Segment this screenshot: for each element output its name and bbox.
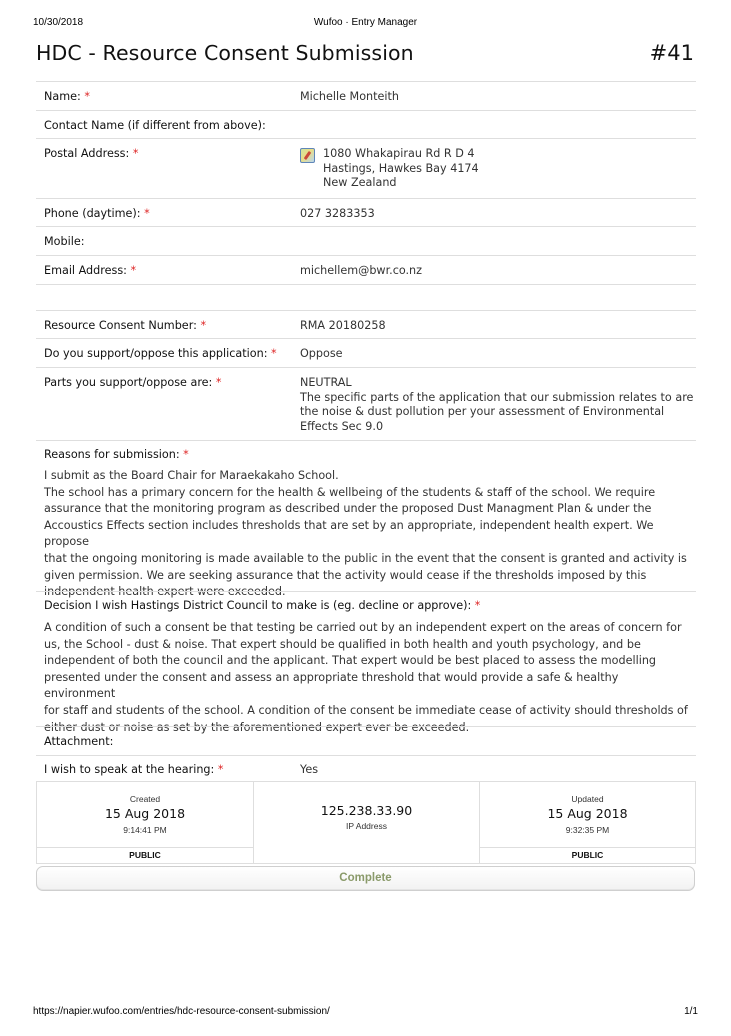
field-label: Reasons for submission: *: [44, 448, 189, 461]
field-phone: [36, 198, 696, 226]
field-parts: [36, 367, 696, 440]
field-value: Oppose: [300, 347, 343, 360]
created-info: [37, 782, 254, 863]
entry-meta: [36, 781, 696, 864]
field-attachment: [36, 726, 696, 755]
print-date: 10/30/2018: [33, 17, 84, 28]
field-label: Mobile:: [44, 235, 85, 248]
address-value: 1080 Whakapirau Rd R D 4 Hastings, Hawkes Bay 4174 New Zealand: [323, 147, 479, 189]
spacer-row: [36, 284, 696, 310]
field-name: [36, 81, 696, 110]
complete-status-button[interactable]: Complete: [36, 866, 695, 891]
field-speak: [36, 755, 696, 783]
page-number: 1/1: [684, 1006, 698, 1017]
entry-number: #41: [649, 41, 694, 65]
field-value: NEUTRAL The specific parts of the application that our submission relates to are the noise & dust pollution per your assessment of Environmental Effects Sec 9.0: [300, 376, 694, 433]
field-label: Decision I wish Hastings District Council to make is (eg. decline or approve): *: [44, 599, 481, 612]
field-label: Parts you support/oppose are: *: [44, 376, 222, 389]
field-contact-name: [36, 110, 696, 138]
updated-visibility: PUBLIC: [480, 847, 695, 863]
field-label: Contact Name (if different from above):: [44, 119, 266, 132]
ip-info: [254, 782, 479, 863]
field-consent-number: [36, 310, 696, 338]
entry-fields: [36, 81, 696, 783]
field-value: Yes: [300, 763, 319, 776]
created-date: 15 Aug 2018: [104, 806, 186, 821]
print-footer: [33, 1006, 698, 1020]
print-url: https://napier.wufoo.com/entries/hdc-resource-consent-submission/: [33, 1006, 330, 1017]
field-reasons: [36, 440, 696, 599]
decision-text: A condition of such a consent be that testing be carried out by an independent expert on the areas of concern for us, the School - dust & noise. That expert should be qualified in both health and youth psychology, and be independent of both the council and the applicant. That expert would be best placed to assess the modelling presented under the consent and assess an appropriate threshold that would provide a safe & healthy environment for staff and students of the school. A condition of the consent be immediate cease of activity should thresholds of either dust or noise as set by the aforementioned expert ever be exceeded.: [44, 621, 688, 734]
updated-time: 9:32:35 PM: [565, 825, 610, 835]
field-label: I wish to speak at the hearing: *: [44, 763, 224, 776]
field-label: Attachment:: [44, 735, 114, 748]
ip-caption: IP Address: [346, 821, 387, 831]
field-mobile: [36, 226, 696, 255]
print-page-title: Wufoo · Entry Manager: [313, 17, 418, 28]
field-label: Name: *: [44, 90, 90, 103]
email-link[interactable]: michellem@bwr.co.nz: [300, 264, 423, 277]
created-visibility: PUBLIC: [37, 847, 253, 863]
field-label: Resource Consent Number: *: [44, 319, 207, 332]
field-value: RMA 20180258: [300, 319, 386, 332]
field-decision: [36, 591, 696, 734]
reasons-text: I submit as the Board Chair for Maraekakaho School. The school has a primary concern for the health & wellbeing of the students & staff of the school. We require assurance that the monitoring program as described under the proposed Dust Managment Plan & under the Accoustics Effects section includes thresholds that are set by an appropriate, independent health expert. We propose that the ongoing monitoring is made available to the public in the event that the consent is granted and activity is given permission. We are seeking assurance that the activity would cease if the thresholds imposed by this independent health expert were exceeded.: [44, 469, 687, 599]
field-postal-address: [36, 138, 696, 198]
entry-title: HDC - Resource Consent Submission: [36, 41, 414, 65]
updated-info: [479, 782, 695, 863]
field-email: [36, 255, 696, 284]
field-label: Do you support/oppose this application: *: [44, 347, 277, 360]
field-value: Michelle Monteith: [300, 90, 399, 103]
updated-caption: Updated: [571, 794, 604, 804]
created-caption: Created: [129, 794, 161, 804]
field-label: Postal Address: *: [44, 147, 139, 160]
created-time: 9:14:41 PM: [123, 825, 167, 835]
print-header: [33, 17, 698, 31]
field-value: 027 3283353: [300, 207, 375, 220]
field-label: Phone (daytime): *: [44, 207, 150, 220]
field-label: Email Address: *: [44, 264, 137, 277]
map-icon[interactable]: [300, 148, 315, 163]
ip-address: 125.238.33.90: [320, 803, 413, 818]
updated-date: 15 Aug 2018: [547, 806, 628, 821]
field-support-oppose: [36, 338, 696, 367]
